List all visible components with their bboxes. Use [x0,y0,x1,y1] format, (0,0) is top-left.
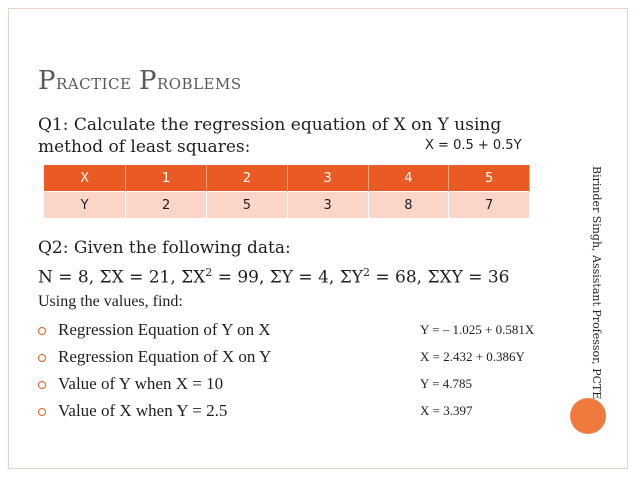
table-cell: 3 [287,165,368,192]
using-values-text: Using the values, find: [38,293,183,310]
author-credit: Birinder Singh, Assistant Professor, PCTE [590,166,603,400]
table-cell: 4 [368,165,449,192]
list-item [38,320,598,347]
table-cell: 5 [449,165,530,192]
bullet-icon [38,327,46,335]
table-cell: Y [44,192,126,219]
bullet-icon [38,354,46,362]
list-item-answer: Y = 4.785 [420,376,472,391]
list-item-text: Value of X when Y = 2.5 [58,401,228,420]
data-table [44,165,530,218]
list-item-text: Value of Y when X = 10 [58,374,224,393]
list-item [38,401,598,428]
list-item [38,347,598,374]
table-cell: 5 [207,192,288,219]
question-1-answer: X = 0.5 + 0.5Y [425,138,522,153]
table-cell: 8 [368,192,449,219]
bullet-icon [38,408,46,416]
table-cell: X [44,165,126,192]
list-item-text: Regression Equation of X on Y [58,347,272,366]
list-item-text: Regression Equation of Y on X [58,320,271,339]
table-cell: 2 [207,165,288,192]
decorative-circle [570,398,606,434]
list-item-answer: Y = – 1.025 + 0.581X [420,322,535,337]
page-title: Practice Problems [38,66,242,96]
question-1-line-2: method of least squares: [38,137,251,157]
table-row [44,192,530,219]
table-cell: 2 [126,192,207,219]
table-cell: 3 [287,192,368,219]
table-header-row [44,165,530,192]
table-cell: 7 [449,192,530,219]
list-item-answer: X = 3.397 [420,403,473,418]
question-2: Q2: Given the following data: [38,238,291,258]
list-item [38,374,598,401]
bullet-icon [38,381,46,389]
list-item-answer: X = 2.432 + 0.386Y [420,349,525,364]
question-1-line-1: Q1: Calculate the regression equation of X on Y using [38,115,502,135]
bullet-list [38,320,598,428]
given-data: N = 8, ΣX = 21, $\Sigma X^2 = 99$, ΣY = 4, $\Sigma Y^2 = 68$, ΣXY = 36 [38,266,510,288]
table-cell: 1 [126,165,207,192]
